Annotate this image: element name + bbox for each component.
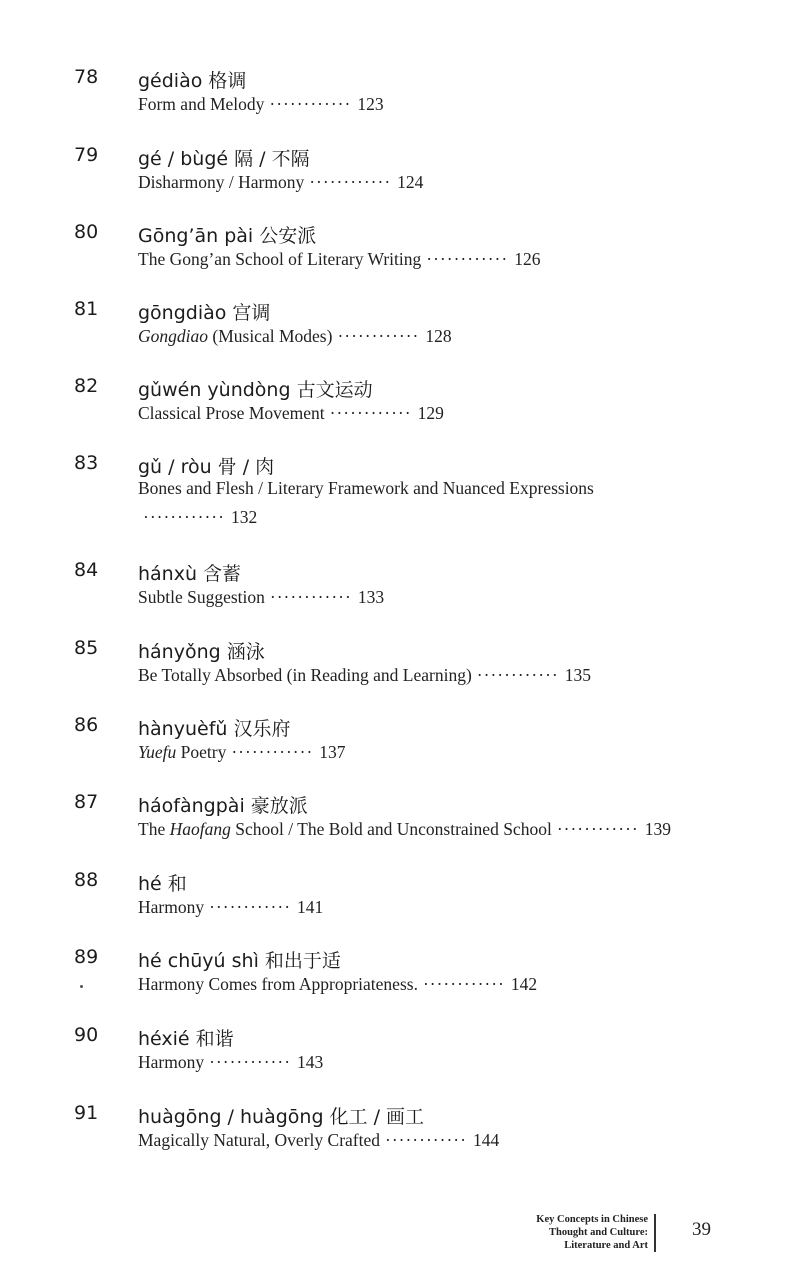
entry-number: 86	[74, 714, 99, 736]
entry-translation: Gongdiao (Musical Modes) ············ 128	[138, 326, 452, 346]
leader-dots: ············	[309, 172, 392, 192]
entry-term: hànyuèfǔ 汉乐府	[138, 718, 291, 740]
entry-number: 83	[74, 452, 99, 474]
entry-number: 81	[74, 298, 99, 320]
leader-dots: ············	[269, 94, 352, 114]
entry-page: 135	[564, 665, 591, 685]
entry-number: 91	[74, 1102, 99, 1124]
entry-number: 80	[74, 221, 99, 243]
entry-term: gǔwén yùndòng 古文运动	[138, 379, 373, 401]
leader-dots: ············	[422, 974, 505, 994]
entry-page: 129	[417, 403, 444, 423]
entry-number: 78	[74, 66, 99, 88]
entry-translation: Harmony ············ 141	[138, 897, 324, 917]
leader-dots: ············	[209, 1052, 292, 1072]
entry-page: 132	[230, 507, 258, 527]
entry-term: huàgōng / huàgōng 化工 / 画工	[138, 1106, 425, 1128]
leader-dots: ············	[556, 819, 639, 839]
entry-translation: Harmony Comes from Appropriateness. ············ 142	[138, 974, 538, 994]
entry-page: 143	[297, 1052, 324, 1072]
entry-term: hé 和	[138, 873, 187, 895]
entry-translation: Bones and Flesh / Literary Framework and Nuanced Expressions ············ 132	[138, 478, 594, 527]
entry-term: hé chūyú shì 和出于适	[138, 950, 341, 972]
entry-number: 79	[74, 144, 99, 166]
leader-dots: ············	[329, 403, 412, 423]
entry-term: háofàngpài 豪放派	[138, 795, 308, 817]
entry-translation: Classical Prose Movement ············ 129	[138, 403, 444, 423]
footer-line-2: Thought and Culture:	[548, 1227, 648, 1238]
entry-term: gǔ / ròu 骨 / 肉	[138, 456, 275, 478]
entry-translation: Harmony ············ 143	[138, 1052, 324, 1072]
entry-term: héxié 和谐	[138, 1028, 234, 1050]
entry-page: 141	[297, 897, 324, 917]
entry-number: 84	[74, 559, 99, 581]
entry-number: 90	[74, 1024, 99, 1046]
running-footer	[536, 1213, 648, 1252]
leader-dots: ············	[476, 665, 559, 685]
page-number: 39	[692, 1219, 711, 1240]
leader-dots: ············	[337, 326, 420, 346]
footer-line-1: Key Concepts in Chinese	[536, 1214, 648, 1225]
entry-translation: The Gong’an School of Literary Writing ············ 126	[138, 249, 541, 269]
footer-line-3: Literature and Art	[564, 1240, 648, 1251]
scan-speck	[80, 985, 83, 988]
entry-translation: Form and Melody ············ 123	[138, 94, 384, 114]
entry-term: Gōng’ān pài 公安派	[138, 225, 317, 247]
entry-term: gédiào 格调	[138, 70, 247, 92]
entry-term: gōngdiào 宫调	[138, 302, 271, 324]
leader-dots: ············	[385, 1130, 467, 1150]
entry-term: hánxù 含蓄	[138, 563, 242, 585]
entry-page: 133	[357, 587, 385, 607]
entry-translation: Subtle Suggestion ············ 133	[138, 587, 385, 607]
entry-page: 139	[644, 819, 671, 839]
entry-number: 82	[74, 375, 99, 397]
entry-translation: Yuefu Poetry ············ 137	[138, 742, 346, 762]
entry-translation: Magically Natural, Overly Crafted ············ 144	[138, 1130, 500, 1150]
entry-term: hányǒng 涵泳	[138, 641, 265, 663]
entry-translation: Disharmony / Harmony ············ 124	[138, 172, 424, 192]
leader-dots: ············	[269, 587, 352, 607]
entry-translation: The Haofang School / The Bold and Unconstrained School ············ 139	[138, 819, 671, 839]
entry-page: 144	[472, 1130, 500, 1150]
entry-term: gé / bùgé 隔 / 不隔	[138, 148, 310, 170]
entry-number: 89	[74, 946, 99, 968]
leader-dots: ············	[426, 249, 509, 269]
entry-page: 123	[357, 94, 384, 114]
footer-divider	[654, 1214, 656, 1252]
entry-translation: Be Totally Absorbed (in Reading and Learning) ············ 135	[138, 665, 591, 685]
entry-page: 137	[319, 742, 346, 762]
entry-number: 87	[74, 791, 99, 813]
leader-dots: ············	[143, 507, 225, 527]
entry-page: 142	[510, 974, 538, 994]
entry-number: 85	[74, 637, 99, 659]
leader-dots: ············	[231, 742, 314, 762]
entry-page: 128	[425, 326, 452, 346]
leader-dots: ············	[209, 897, 292, 917]
entry-page: 124	[397, 172, 424, 192]
entry-page: 126	[514, 249, 541, 269]
entry-number: 88	[74, 869, 99, 891]
